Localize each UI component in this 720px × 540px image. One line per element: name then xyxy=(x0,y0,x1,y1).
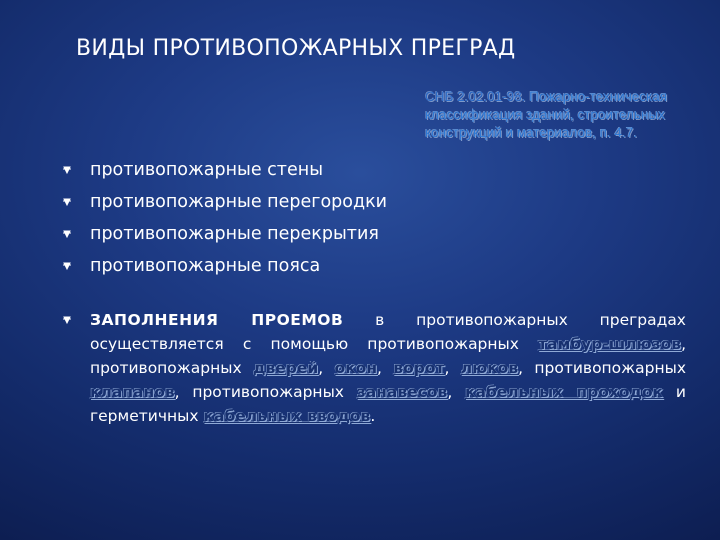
text-run: , xyxy=(377,359,394,377)
term-hatches[interactable]: люков xyxy=(460,359,519,377)
bullet-icon xyxy=(62,165,72,175)
text-run: , xyxy=(447,383,465,401)
paragraph-text xyxy=(90,308,686,428)
openings-paragraph xyxy=(62,308,686,428)
reference-norm: СНБ 2.02.01-98. xyxy=(425,89,526,104)
list-item-label: противопожарные пояса xyxy=(90,256,321,276)
slide-title: ВИДЫ ПРОТИВОПОЖАРНЫХ ПРЕГРАД xyxy=(76,36,516,61)
list-item xyxy=(62,186,387,218)
term-cable-passages[interactable]: кабельных проходок xyxy=(465,383,664,401)
reference-text: Пожарно-техническая классификация зданий, строительных конструкций и материалов, п. 4.7. xyxy=(425,89,668,140)
term-curtains[interactable]: занавесов xyxy=(356,383,448,401)
text-run: , противопожарных xyxy=(90,335,686,377)
term-cable-entries[interactable]: кабельных вводов xyxy=(203,407,371,425)
list-item-label: противопожарные перегородки xyxy=(90,192,388,212)
term-airlock[interactable]: тамбур-шлюзов xyxy=(538,335,682,353)
list-item xyxy=(62,218,387,250)
text-run: , xyxy=(444,359,461,377)
barrier-types-list xyxy=(62,154,387,282)
reference-note xyxy=(425,88,715,142)
term-doors[interactable]: дверей xyxy=(252,359,319,377)
list-item-label: противопожарные стены xyxy=(90,160,324,180)
text-run: . xyxy=(370,407,376,425)
paragraph-lead: ЗАПОЛНЕНИЯ ПРОЕМОВ xyxy=(90,311,344,329)
bullet-icon xyxy=(62,315,72,325)
list-item-label: противопожарные перекрытия xyxy=(90,224,379,244)
bullet-icon xyxy=(62,197,72,207)
text-run: , противопожарных xyxy=(518,359,687,377)
text-run: в противопожарных преградах осуществляется с помощью противопожарных xyxy=(90,311,686,353)
text-run: , xyxy=(318,359,335,377)
bullet-icon xyxy=(62,229,72,239)
list-item xyxy=(62,250,387,282)
list-item xyxy=(62,154,387,186)
text-run: , противопожарных xyxy=(174,383,357,401)
text-run: и герметичных xyxy=(90,383,686,425)
bullet-icon xyxy=(62,261,72,271)
term-gates[interactable]: ворот xyxy=(393,359,445,377)
term-valves[interactable]: клапанов xyxy=(90,383,175,401)
term-windows[interactable]: окон xyxy=(334,359,378,377)
